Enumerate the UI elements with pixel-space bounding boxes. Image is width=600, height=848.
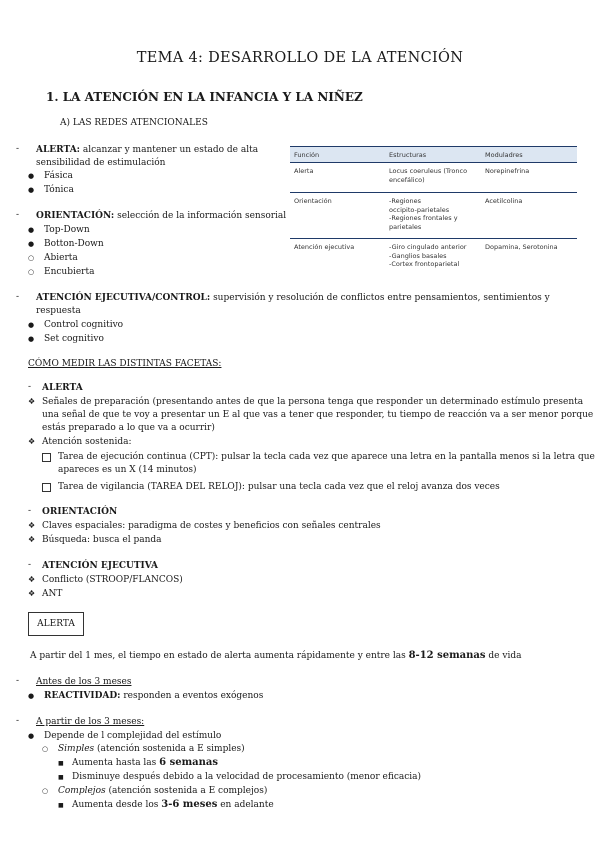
- bullet-icon: ●: [28, 692, 35, 700]
- list-item: Botton-Down: [44, 239, 104, 249]
- dash-marker: -: [16, 292, 20, 302]
- circle-bullet-icon: ○: [42, 745, 49, 753]
- circle-bullet-icon: ○: [28, 254, 35, 262]
- list-item-cont: apareces es un X (14 minutos): [58, 465, 197, 475]
- dash-marker: -: [16, 210, 20, 220]
- list-item-cont: estás preparado a lo que va a ocurrir): [42, 423, 215, 433]
- list-item: ANT: [42, 589, 63, 599]
- square-bullet-icon: ■: [58, 802, 64, 809]
- dash-marker: -: [16, 144, 20, 154]
- checkbox-icon: [42, 453, 51, 462]
- checkbox-icon: [42, 483, 51, 492]
- alerta-box-label: ALERTA: [28, 612, 84, 636]
- section-heading: 1. LA ATENCIÓN EN LA INFANCIA Y LA NIÑEZ: [46, 90, 363, 104]
- measure-alerta-label: ALERTA: [42, 383, 83, 393]
- list-item: Fásica: [44, 171, 73, 181]
- list-item: Señales de preparación (presentando antes de que la persona tenga que responder un determinado estímulo presenta: [42, 397, 584, 407]
- table-header-cell: Estructuras: [385, 147, 481, 163]
- diamond-bullet-icon: ❖: [28, 589, 36, 598]
- list-item: Atención sostenida:: [42, 437, 132, 447]
- measure-heading: CÓMO MEDIR LAS DISTINTAS FACETAS:: [28, 359, 222, 369]
- table-row: [290, 239, 577, 275]
- table-cell: Locus coeruleus (Tronco encefálico): [385, 163, 481, 193]
- list-item: Encubierta: [44, 267, 95, 277]
- bullet-icon: ●: [28, 732, 35, 740]
- circle-bullet-icon: ○: [42, 787, 49, 795]
- list-item: Conflicto (STROOP/FLANCOS): [42, 575, 183, 585]
- circle-bullet-icon: ○: [28, 268, 35, 276]
- dash-marker: -: [16, 676, 20, 686]
- diamond-bullet-icon: ❖: [28, 575, 36, 584]
- table-row: [290, 163, 577, 193]
- dash-marker: -: [16, 716, 20, 726]
- diamond-bullet-icon: ❖: [28, 437, 36, 446]
- table-cell: Orientación: [290, 193, 385, 239]
- diamond-bullet-icon: ❖: [28, 521, 36, 530]
- orientacion-definition: ORIENTACIÓN: selección de la información sensorial: [36, 211, 287, 221]
- table-cell: Acetilcolina: [481, 193, 577, 239]
- table-cell: Dopamina, Serotonina: [485, 243, 558, 251]
- list-item: Claves espaciales: paradigma de costes y beneficios con señales centrales: [42, 521, 381, 531]
- table-row: [290, 193, 577, 239]
- measure-orientacion-label: ORIENTACIÓN: [42, 507, 118, 517]
- dash-marker: -: [28, 382, 32, 392]
- table-header-row: [290, 147, 577, 163]
- measure-ejecutiva-label: ATENCIÓN EJECUTIVA: [42, 561, 159, 571]
- diamond-bullet-icon: ❖: [28, 397, 36, 406]
- list-item: Tónica: [44, 185, 74, 195]
- list-item: Disminuye después debido a la velocidad de procesamiento (menor eficacia): [72, 772, 422, 782]
- list-item: Set cognitivo: [44, 334, 104, 344]
- bullet-icon: ●: [28, 172, 35, 180]
- ejecutiva-definition-cont: respuesta: [36, 306, 81, 316]
- table-cell: -Giro cingulado anterior -Ganglios basales -Cortex frontoparietal: [389, 243, 467, 268]
- alerta-definition-cont: sensibilidad de estimulación: [36, 158, 166, 168]
- list-item: Búsqueda: busca el panda: [42, 535, 162, 545]
- antes-heading: Antes de los 3 meses: [36, 677, 132, 687]
- bullet-icon: ●: [28, 321, 35, 329]
- alerta-paragraph: A partir del 1 mes, el tiempo en estado de alerta aumenta rápidamente y entre las 8-12 semanas de vida: [30, 650, 522, 661]
- list-item: Tarea de ejecución continua (CPT): pulsar la tecla cada vez que aparece una letra en la pantalla menos si la letra que: [58, 452, 595, 462]
- list-item: Tarea de vigilancia (TAREA DEL RELOJ): pulsar una tecla cada vez que el reloj avanza dos veces: [58, 482, 500, 492]
- bullet-icon: ●: [28, 186, 35, 194]
- table-cell: -Regiones occipito-parietales -Regiones frontales y parietales: [385, 193, 481, 239]
- list-item: Abierta: [44, 253, 78, 263]
- bullet-icon: ●: [28, 226, 35, 234]
- list-item-cont: una señal de que te voy a presentar un E al que vas a tener que responder, tu tiempo de reacción va a ser menor porque: [42, 410, 594, 420]
- table-header-cell: Función: [290, 147, 385, 163]
- list-item: Aumenta hasta las 6 semanas: [72, 757, 219, 768]
- ejecutiva-definition: ATENCIÓN EJECUTIVA/CONTROL: supervisión y resolución de conflictos entre pensamientos, sentimientos y: [36, 293, 550, 303]
- table-cell: Norepinefrina: [481, 163, 577, 193]
- subsection-heading: A) LAS REDES ATENCIONALES: [60, 118, 208, 128]
- page-title: TEMA 4: DESARROLLO DE LA ATENCIÓN: [136, 50, 464, 66]
- dash-marker: -: [28, 560, 32, 570]
- square-bullet-icon: ■: [58, 774, 64, 781]
- table-header-cell: Moduladres: [481, 147, 577, 163]
- table-cell: Alerta: [290, 163, 385, 193]
- square-bullet-icon: ■: [58, 760, 64, 767]
- list-item: REACTIVIDAD: responden a eventos exógenos: [44, 691, 264, 701]
- list-item: Top-Down: [44, 225, 90, 235]
- attention-networks-table: [290, 146, 577, 275]
- alerta-definition: ALERTA: alcanzar y mantener un estado de alta: [36, 145, 259, 155]
- bullet-icon: ●: [28, 240, 35, 248]
- despues-heading: A partir de los 3 meses:: [36, 717, 145, 727]
- list-item: Complejos (atención sostenida a E complejos): [58, 786, 268, 796]
- dash-marker: -: [28, 506, 32, 516]
- table-cell: Atención ejecutiva: [294, 243, 355, 251]
- diamond-bullet-icon: ❖: [28, 535, 36, 544]
- bullet-icon: ●: [28, 335, 35, 343]
- list-item: Simples (atención sostenida a E simples): [58, 744, 245, 754]
- list-item: Control cognitivo: [44, 320, 124, 330]
- list-item: Aumenta desde los 3-6 meses en adelante: [72, 799, 274, 810]
- list-item: Depende de l complejidad del estímulo: [44, 731, 222, 741]
